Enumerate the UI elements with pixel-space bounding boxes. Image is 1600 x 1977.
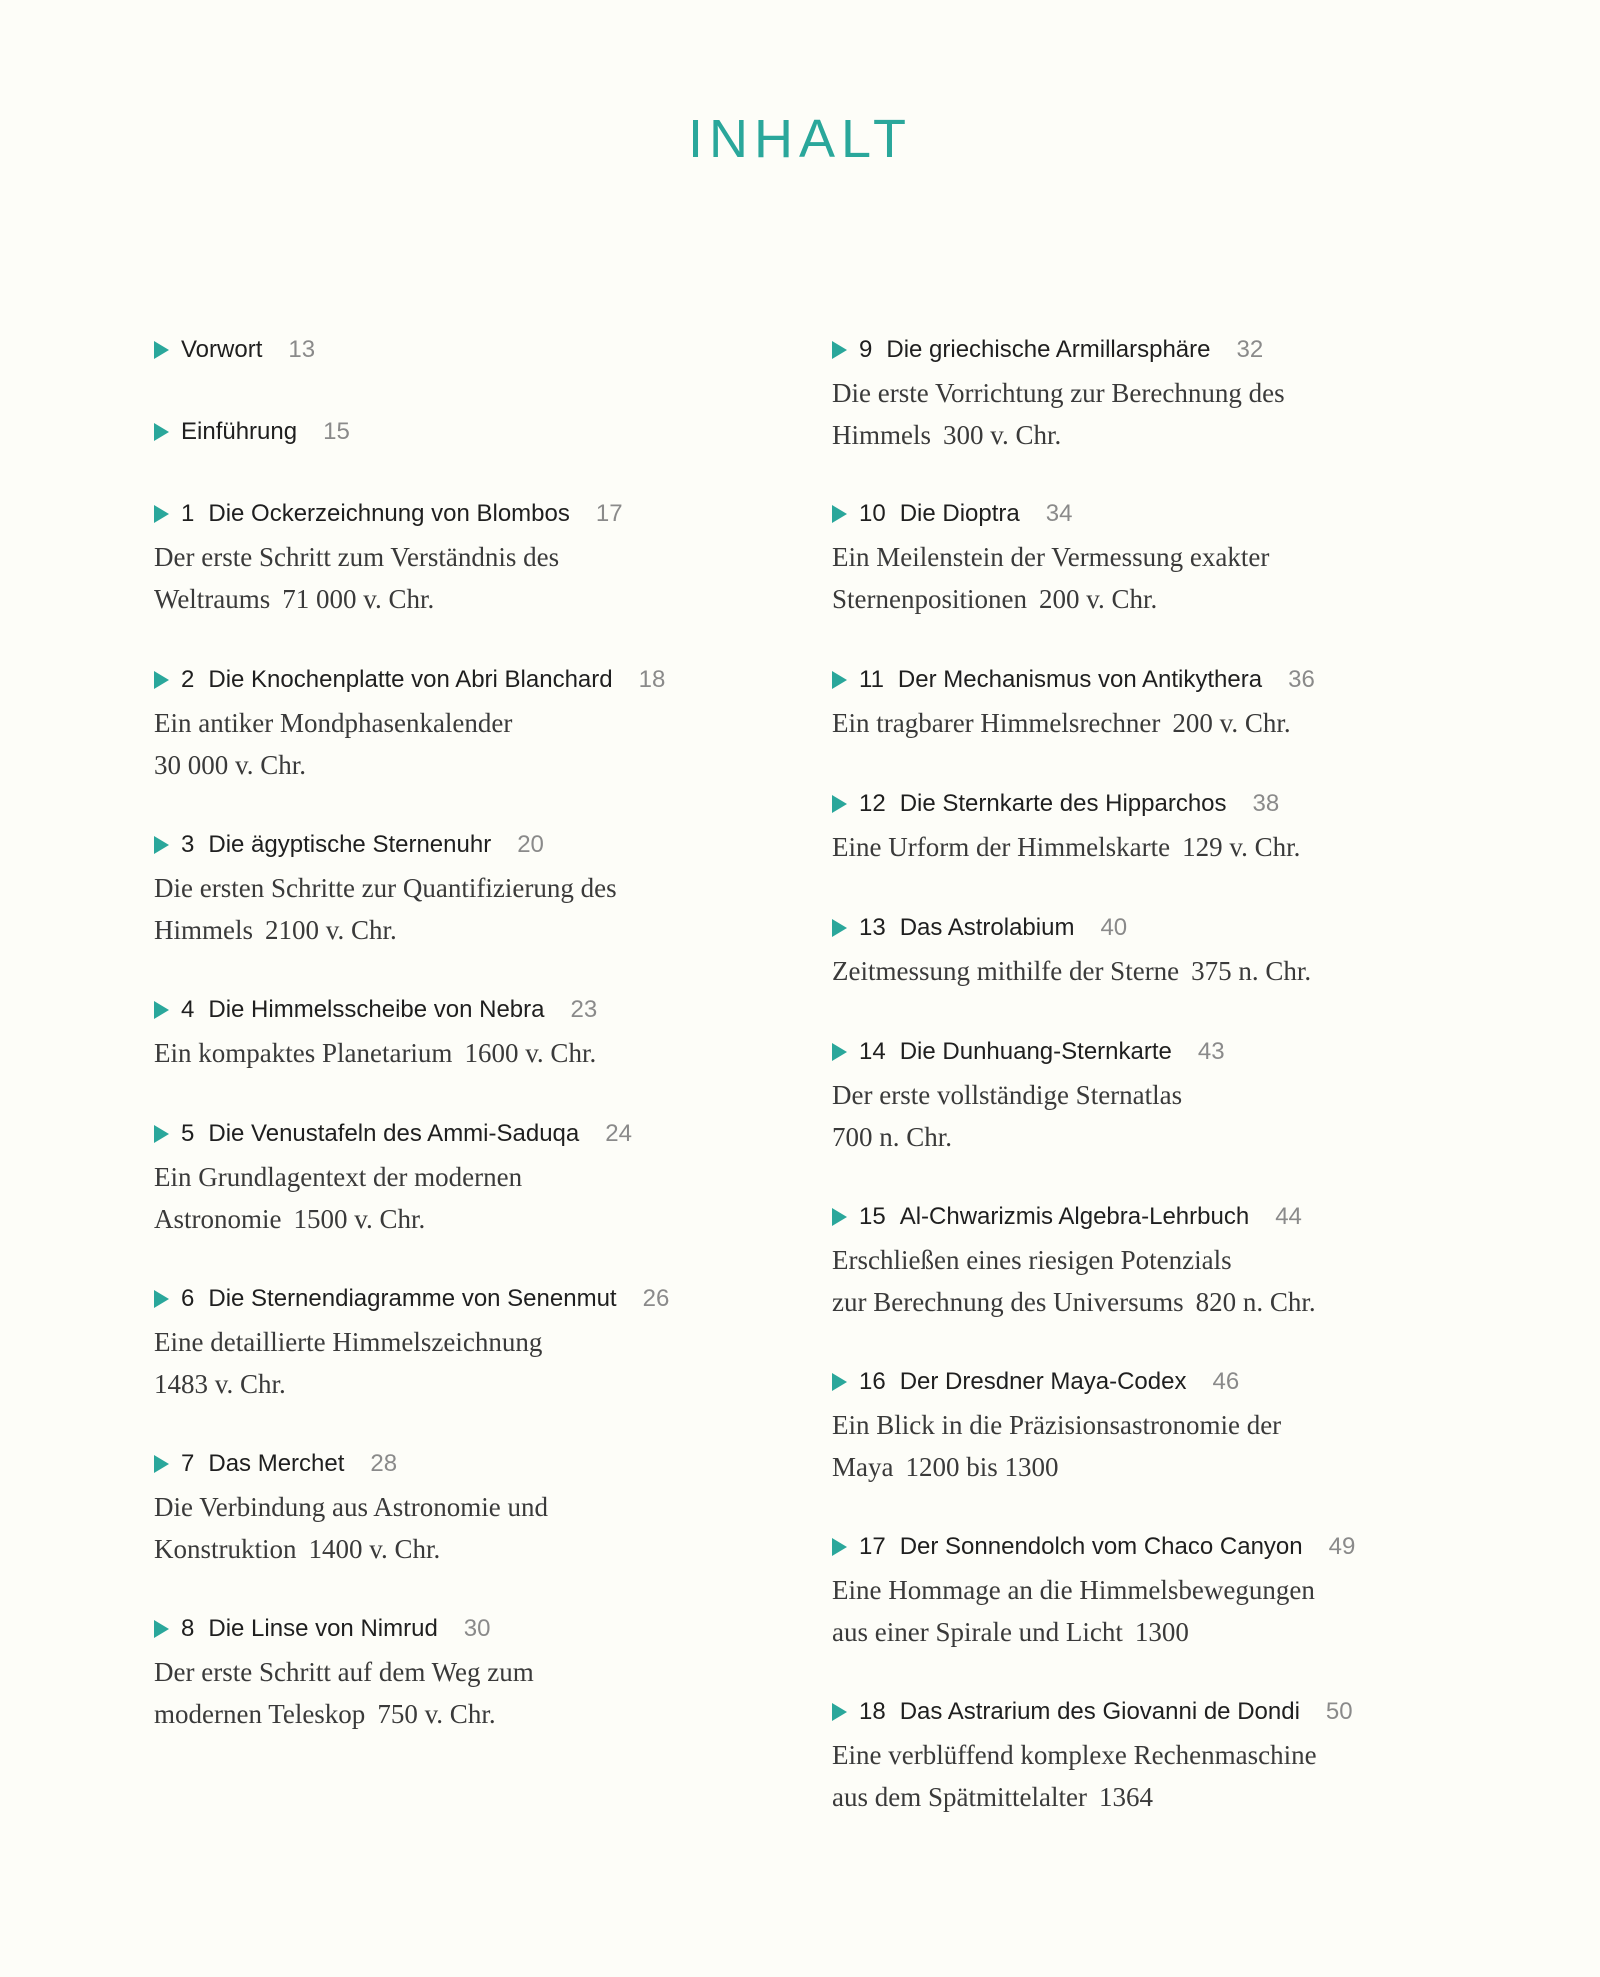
page-number: 32 — [1236, 336, 1264, 363]
chapter-number: 6 — [181, 1285, 195, 1312]
entry-heading[interactable] — [832, 784, 1432, 824]
entry-heading[interactable] — [154, 990, 714, 1030]
description-line — [154, 536, 714, 578]
toc-entry[interactable] — [832, 1032, 1432, 1158]
chapter-number: 10 — [859, 500, 886, 527]
bullet-triangle-icon — [832, 505, 847, 523]
description-line — [832, 536, 1432, 578]
entry-heading[interactable] — [154, 494, 714, 534]
chapter-year: 1300 — [1134, 1617, 1189, 1647]
entry-heading[interactable] — [154, 330, 714, 370]
description-text: Die ersten Schritte zur Quantifizierung des — [154, 873, 617, 903]
description-text: Sternenpositionen — [832, 584, 1027, 614]
chapter-description — [832, 1734, 1432, 1818]
chapter-description — [832, 826, 1432, 868]
chapter-title: Die Ockerzeichnung von Blombos — [208, 500, 570, 527]
description-text: Ein Meilenstein der Vermessung exakter — [832, 542, 1270, 572]
chapter-year: 1200 bis 1300 — [905, 1452, 1059, 1482]
page-number: 38 — [1252, 790, 1280, 817]
chapter-number: 11 — [859, 666, 884, 693]
chapter-year: 1500 v. Chr. — [293, 1204, 426, 1234]
toc-entry[interactable] — [154, 1114, 714, 1240]
toc-entry[interactable] — [832, 330, 1432, 456]
bullet-triangle-icon — [154, 1455, 169, 1473]
description-line — [154, 1528, 714, 1570]
chapter-description — [154, 1486, 714, 1570]
description-line — [832, 1281, 1432, 1323]
chapter-number: 7 — [181, 1450, 195, 1477]
chapter-description — [832, 1074, 1432, 1158]
description-line — [154, 1156, 714, 1198]
toc-entry[interactable] — [832, 494, 1432, 620]
chapter-number: 8 — [181, 1615, 195, 1642]
description-line — [154, 1198, 714, 1240]
chapter-description — [154, 1321, 714, 1405]
chapter-description — [832, 702, 1432, 744]
chapter-title: Al-Chwarizmis Algebra-Lehrbuch — [899, 1203, 1250, 1230]
chapter-title: Die Sternkarte des Hipparchos — [899, 790, 1227, 817]
chapter-year: 1400 v. Chr. — [308, 1534, 441, 1564]
entry-heading[interactable] — [154, 1609, 714, 1649]
description-line — [154, 909, 714, 951]
description-text: Ein Blick in die Präzisionsastronomie der — [832, 1410, 1282, 1440]
page-number: 34 — [1045, 500, 1073, 527]
chapter-title: Die Linse von Nimrud — [208, 1615, 438, 1642]
page-number: 17 — [595, 500, 623, 527]
page-number: 44 — [1275, 1203, 1302, 1230]
chapter-number: 18 — [859, 1698, 886, 1725]
chapter-number: 5 — [181, 1120, 195, 1147]
description-text: Himmels — [832, 420, 931, 450]
toc-entry[interactable] — [832, 660, 1432, 744]
bullet-triangle-icon — [832, 1373, 847, 1391]
chapter-number: 13 — [859, 914, 886, 941]
description-text: Der erste Schritt auf dem Weg zum — [154, 1657, 534, 1687]
chapter-description — [154, 536, 714, 620]
page-number: 30 — [463, 1615, 491, 1642]
description-text: Eine detaillierte Himmelszeichnung — [154, 1327, 543, 1357]
description-line — [832, 1569, 1432, 1611]
chapter-title: Das Merchet — [208, 1450, 345, 1477]
bullet-triangle-icon — [832, 1703, 847, 1721]
page-number: 24 — [605, 1120, 632, 1147]
page-number: 26 — [642, 1285, 670, 1312]
chapter-title: Vorwort — [181, 336, 263, 363]
chapter-year: 129 v. Chr. — [1182, 832, 1301, 862]
description-text: aus einer Spirale und Licht — [832, 1617, 1123, 1647]
bullet-triangle-icon — [832, 919, 847, 937]
chapter-description — [832, 536, 1432, 620]
chapter-year: 200 v. Chr. — [1172, 708, 1291, 738]
description-line — [832, 1404, 1432, 1446]
chapter-description — [154, 1032, 714, 1074]
page-number: 46 — [1212, 1368, 1240, 1395]
description-text: Eine verblüffend komplexe Rechenmaschine — [832, 1740, 1317, 1770]
chapter-year: 820 n. Chr. — [1195, 1287, 1316, 1317]
entry-heading[interactable] — [832, 1032, 1432, 1072]
entry-heading[interactable] — [832, 1197, 1432, 1237]
chapter-year: 750 v. Chr. — [377, 1699, 496, 1729]
chapter-title: Die griechische Armillarsphäre — [886, 336, 1211, 363]
chapter-title: Das Astrarium des Giovanni de Dondi — [899, 1698, 1300, 1725]
chapter-description — [832, 1404, 1432, 1488]
description-text: Himmels — [154, 915, 253, 945]
description-line — [832, 950, 1432, 992]
chapter-title: Die Knochenplatte von Abri Blanchard — [208, 666, 613, 693]
entry-heading[interactable] — [154, 660, 714, 700]
entry-heading[interactable] — [832, 494, 1432, 534]
bullet-triangle-icon — [154, 1001, 169, 1019]
page-number: 20 — [517, 831, 544, 858]
description-line — [832, 1239, 1432, 1281]
chapter-description — [832, 1239, 1432, 1323]
chapter-year: 30 000 v. Chr. — [154, 750, 307, 780]
description-text: Die Verbindung aus Astronomie und — [154, 1492, 548, 1522]
bullet-triangle-icon — [832, 1043, 847, 1061]
chapter-description — [154, 1651, 714, 1735]
page-number: 18 — [638, 666, 666, 693]
description-line — [832, 372, 1432, 414]
chapter-year: 200 v. Chr. — [1038, 584, 1158, 614]
page-number: 49 — [1328, 1533, 1356, 1560]
chapter-year: 71 000 v. Chr. — [282, 584, 435, 614]
description-line — [154, 867, 714, 909]
toc-entry[interactable] — [832, 784, 1432, 868]
page-number: 13 — [288, 336, 316, 363]
toc-entry[interactable] — [832, 1692, 1432, 1818]
chapter-description — [832, 1569, 1432, 1653]
description-text: zur Berechnung des Universums — [832, 1287, 1184, 1317]
description-text: Eine Hommage an die Himmelsbewegungen — [832, 1575, 1315, 1605]
description-text: Zeitmessung mithilfe der Sterne — [832, 956, 1180, 986]
chapter-number: 9 — [859, 336, 873, 363]
chapter-description — [154, 702, 714, 786]
entry-heading[interactable] — [154, 412, 714, 452]
description-line — [832, 826, 1432, 868]
description-line — [832, 1074, 1432, 1116]
entry-heading[interactable] — [832, 908, 1432, 948]
description-text: Astronomie — [154, 1204, 282, 1234]
chapter-number: 14 — [859, 1038, 886, 1065]
description-line — [832, 1446, 1432, 1488]
chapter-description — [154, 867, 714, 951]
bullet-triangle-icon — [832, 1208, 847, 1226]
entry-heading[interactable] — [832, 660, 1432, 700]
chapter-year: 1600 v. Chr. — [464, 1038, 597, 1068]
description-line — [154, 1693, 714, 1735]
chapter-description — [832, 950, 1432, 992]
toc-entry[interactable] — [154, 1609, 714, 1735]
description-text: Eine Urform der Himmelskarte — [832, 832, 1171, 862]
entry-heading[interactable] — [832, 1362, 1432, 1402]
description-text: Ein kompaktes Planetarium — [154, 1038, 453, 1068]
chapter-number: 15 — [859, 1203, 886, 1230]
description-text: Ein antiker Mondphasenkalender — [154, 708, 513, 738]
description-line — [154, 578, 714, 620]
description-line — [154, 702, 714, 744]
chapter-number: 4 — [181, 996, 195, 1023]
description-text: aus dem Spätmittelalter — [832, 1782, 1087, 1812]
toc-entry[interactable] — [154, 412, 714, 452]
page-number: 23 — [570, 996, 598, 1023]
description-text: Der erste Schritt zum Verständnis des — [154, 542, 560, 572]
chapter-year: 700 n. Chr. — [832, 1122, 953, 1152]
chapter-number: 16 — [859, 1368, 886, 1395]
toc-entry[interactable] — [154, 330, 714, 370]
bullet-triangle-icon — [154, 1125, 169, 1143]
chapter-title: Die Dioptra — [899, 500, 1020, 527]
toc-entry[interactable] — [832, 1527, 1432, 1653]
description-line — [154, 744, 714, 786]
bullet-triangle-icon — [154, 1290, 169, 1308]
toc-entry[interactable] — [154, 660, 714, 786]
chapter-title: Die Himmelsscheibe von Nebra — [208, 996, 545, 1023]
description-line — [154, 1032, 714, 1074]
chapter-title: Das Astrolabium — [899, 914, 1075, 941]
chapter-number: 3 — [181, 831, 195, 858]
bullet-triangle-icon — [154, 1620, 169, 1638]
chapter-title: Die Dunhuang-Sternkarte — [899, 1038, 1172, 1065]
chapter-year: 2100 v. Chr. — [265, 915, 397, 945]
bullet-triangle-icon — [832, 341, 847, 359]
chapter-title: Die Sternendiagramme von Senenmut — [208, 1285, 617, 1312]
description-line — [832, 1611, 1432, 1653]
entry-heading[interactable] — [832, 1692, 1432, 1732]
description-line — [832, 414, 1432, 456]
chapter-title: Die Venustafeln des Ammi-Saduqa — [208, 1120, 580, 1147]
description-line — [154, 1321, 714, 1363]
entry-heading[interactable] — [154, 1114, 714, 1154]
chapter-title: Einführung — [181, 418, 298, 445]
chapter-year: 375 n. Chr. — [1191, 956, 1312, 986]
bullet-triangle-icon — [832, 671, 847, 689]
entry-heading[interactable] — [832, 1527, 1432, 1567]
description-text: Der erste vollständige Sternatlas — [832, 1080, 1183, 1110]
chapter-number: 2 — [181, 666, 195, 693]
description-line — [154, 1651, 714, 1693]
page-number: 43 — [1197, 1038, 1225, 1065]
chapter-year: 300 v. Chr. — [943, 420, 1062, 450]
description-text: Konstruktion — [154, 1534, 297, 1564]
description-line — [154, 1486, 714, 1528]
toc-entry[interactable] — [832, 1362, 1432, 1488]
toc-entry[interactable] — [154, 1279, 714, 1405]
page-number: 15 — [323, 418, 350, 445]
chapter-number: 17 — [859, 1533, 886, 1560]
page-title: INHALT — [687, 109, 913, 169]
description-text: Die erste Vorrichtung zur Berechnung des — [832, 378, 1285, 408]
chapter-title: Der Dresdner Maya-Codex — [899, 1368, 1187, 1395]
description-line — [832, 1116, 1432, 1158]
bullet-triangle-icon — [832, 1538, 847, 1556]
chapter-description — [154, 1156, 714, 1240]
description-line — [832, 578, 1432, 620]
chapter-year: 1364 — [1098, 1782, 1153, 1812]
chapter-title: Die ägyptische Sternenuhr — [208, 831, 492, 858]
entry-heading[interactable] — [154, 825, 714, 865]
bullet-triangle-icon — [154, 423, 169, 441]
bullet-triangle-icon — [832, 795, 847, 813]
entry-heading[interactable] — [154, 1444, 714, 1484]
toc-entry[interactable] — [154, 1444, 714, 1570]
entry-heading[interactable] — [154, 1279, 714, 1319]
chapter-description — [832, 372, 1432, 456]
description-text: Weltraums — [154, 584, 271, 614]
toc-entry[interactable] — [154, 825, 714, 951]
chapter-number: 12 — [859, 790, 886, 817]
page-number: 36 — [1288, 666, 1315, 693]
description-line — [154, 1363, 714, 1405]
chapter-title: Der Sonnendolch vom Chaco Canyon — [899, 1533, 1303, 1560]
bullet-triangle-icon — [154, 671, 169, 689]
entry-heading[interactable] — [832, 330, 1432, 370]
chapter-title: Der Mechanismus von Antikythera — [897, 666, 1263, 693]
page-number: 50 — [1325, 1698, 1353, 1725]
chapter-year: 1483 v. Chr. — [154, 1369, 286, 1399]
description-text: Ein tragbarer Himmelsrechner — [832, 708, 1161, 738]
bullet-triangle-icon — [154, 341, 169, 359]
description-line — [832, 1734, 1432, 1776]
description-text: modernen Teleskop — [154, 1699, 366, 1729]
page-number: 28 — [370, 1450, 398, 1477]
description-text: Erschließen eines riesigen Potenzials — [832, 1245, 1232, 1275]
toc-entry[interactable] — [832, 908, 1432, 992]
bullet-triangle-icon — [154, 505, 169, 523]
toc-entry[interactable] — [154, 990, 714, 1074]
description-line — [832, 1776, 1432, 1818]
description-text: Maya — [832, 1452, 894, 1482]
toc-entry[interactable] — [154, 494, 714, 620]
toc-entry[interactable] — [832, 1197, 1432, 1323]
page-number: 40 — [1100, 914, 1128, 941]
description-text: Ein Grundlagentext der modernen — [154, 1162, 523, 1192]
chapter-number: 1 — [181, 500, 195, 527]
bullet-triangle-icon — [154, 836, 169, 854]
description-line — [832, 702, 1432, 744]
